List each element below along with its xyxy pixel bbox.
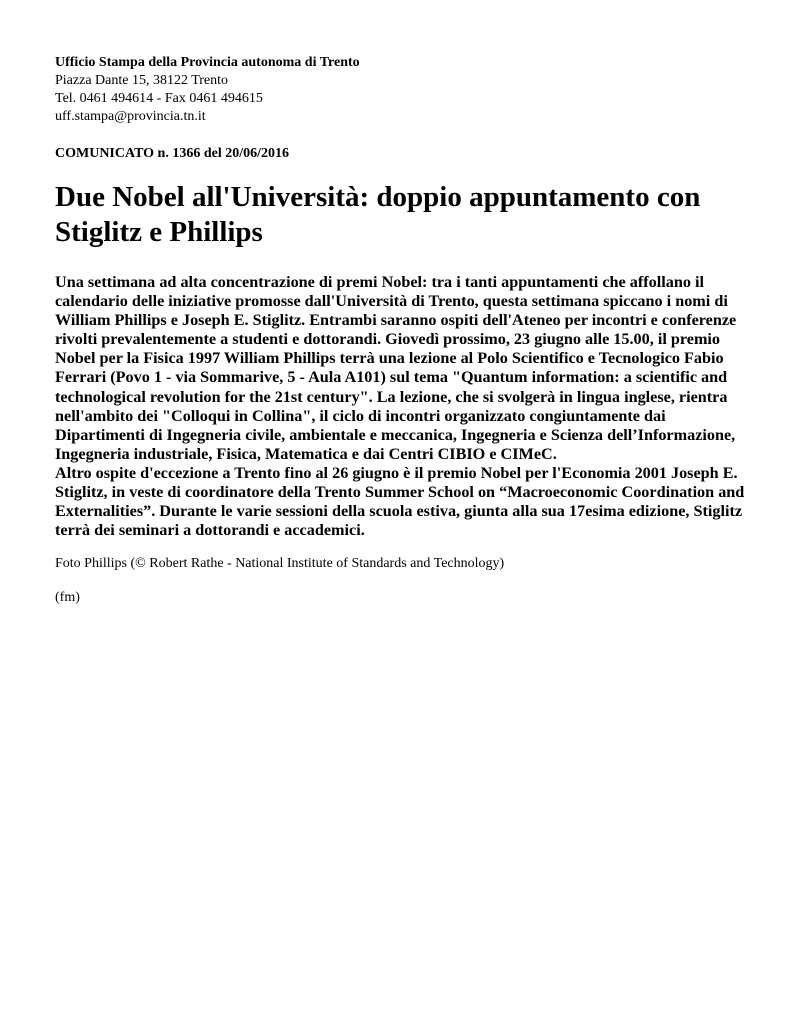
release-number: COMUNICATO n. 1366 del 20/06/2016 [55,146,289,161]
photo-credit: Foto Phillips (© Robert Rathe - National Institute of Standards and Technology) [55,556,505,572]
article-paragraph-2: Altro ospite d'eccezione a Trento fino al 26 giugno è il premio Nobel per l'Economia 2001 Joseph E. Stiglitz, in veste di coordinatore della Trento Summer School on “Macroeconomic Coordination and Externalities”. Durante le varie sessioni della scuola estiva, giunta alla sua 17esima edizione, Stiglitz terrà dei seminari a dottorandi e accademici. [55,463,745,540]
press-release-page [55,54,755,607]
article-title: Due Nobel all'Università: doppio appuntamento con Stiglitz e Phillips [55,181,701,248]
office-address: Piazza Dante 15, 38122 Trento [55,73,229,88]
author-signature: (fm) [55,590,80,606]
article-paragraph-1: Una settimana ad alta concentrazione di premi Nobel: tra i tanti appuntamenti che affollano il calendario delle iniziative promosse dall'Università di Trento, questa settimana spiccano i nomi di William Phillips e Joseph E. Stiglitz. Entrambi saranno ospiti dell'Ateneo per incontri e conferenze rivolti prevalentemente a studenti e dottorandi. Giovedì prossimo, 23 giugno alle 15.00, il premio Nobel per la Fisica 1997 William Phillips terrà una lezione al Polo Scientifico e Tecnologico Fabio Ferrari (Povo 1 - via Sommarive, 5 - Aula A101) sul tema "Quantum information: a scientific and technological revolution for the 21st century". La lezione, che si svolgerà in lingua inglese, rientra nell'ambito dei "Colloqui in Collina", il ciclo di incontri organizzato congiuntamente dai Dipartimenti di Ingegneria civile, ambientale e meccanica, Ingegneria e Scienza dell’Informazione, Ingegneria industriale, Fisica, Matematica e dai Centri CIBIO e CIMeC. [55,273,737,463]
article-body [55,273,755,540]
office-contact-block [55,54,755,126]
office-email: uff.stampa@provincia.tn.it [55,109,206,124]
office-name: Ufficio Stampa della Provincia autonoma di Trento [55,55,360,70]
office-phone-fax: Tel. 0461 494614 - Fax 0461 494615 [55,91,263,106]
